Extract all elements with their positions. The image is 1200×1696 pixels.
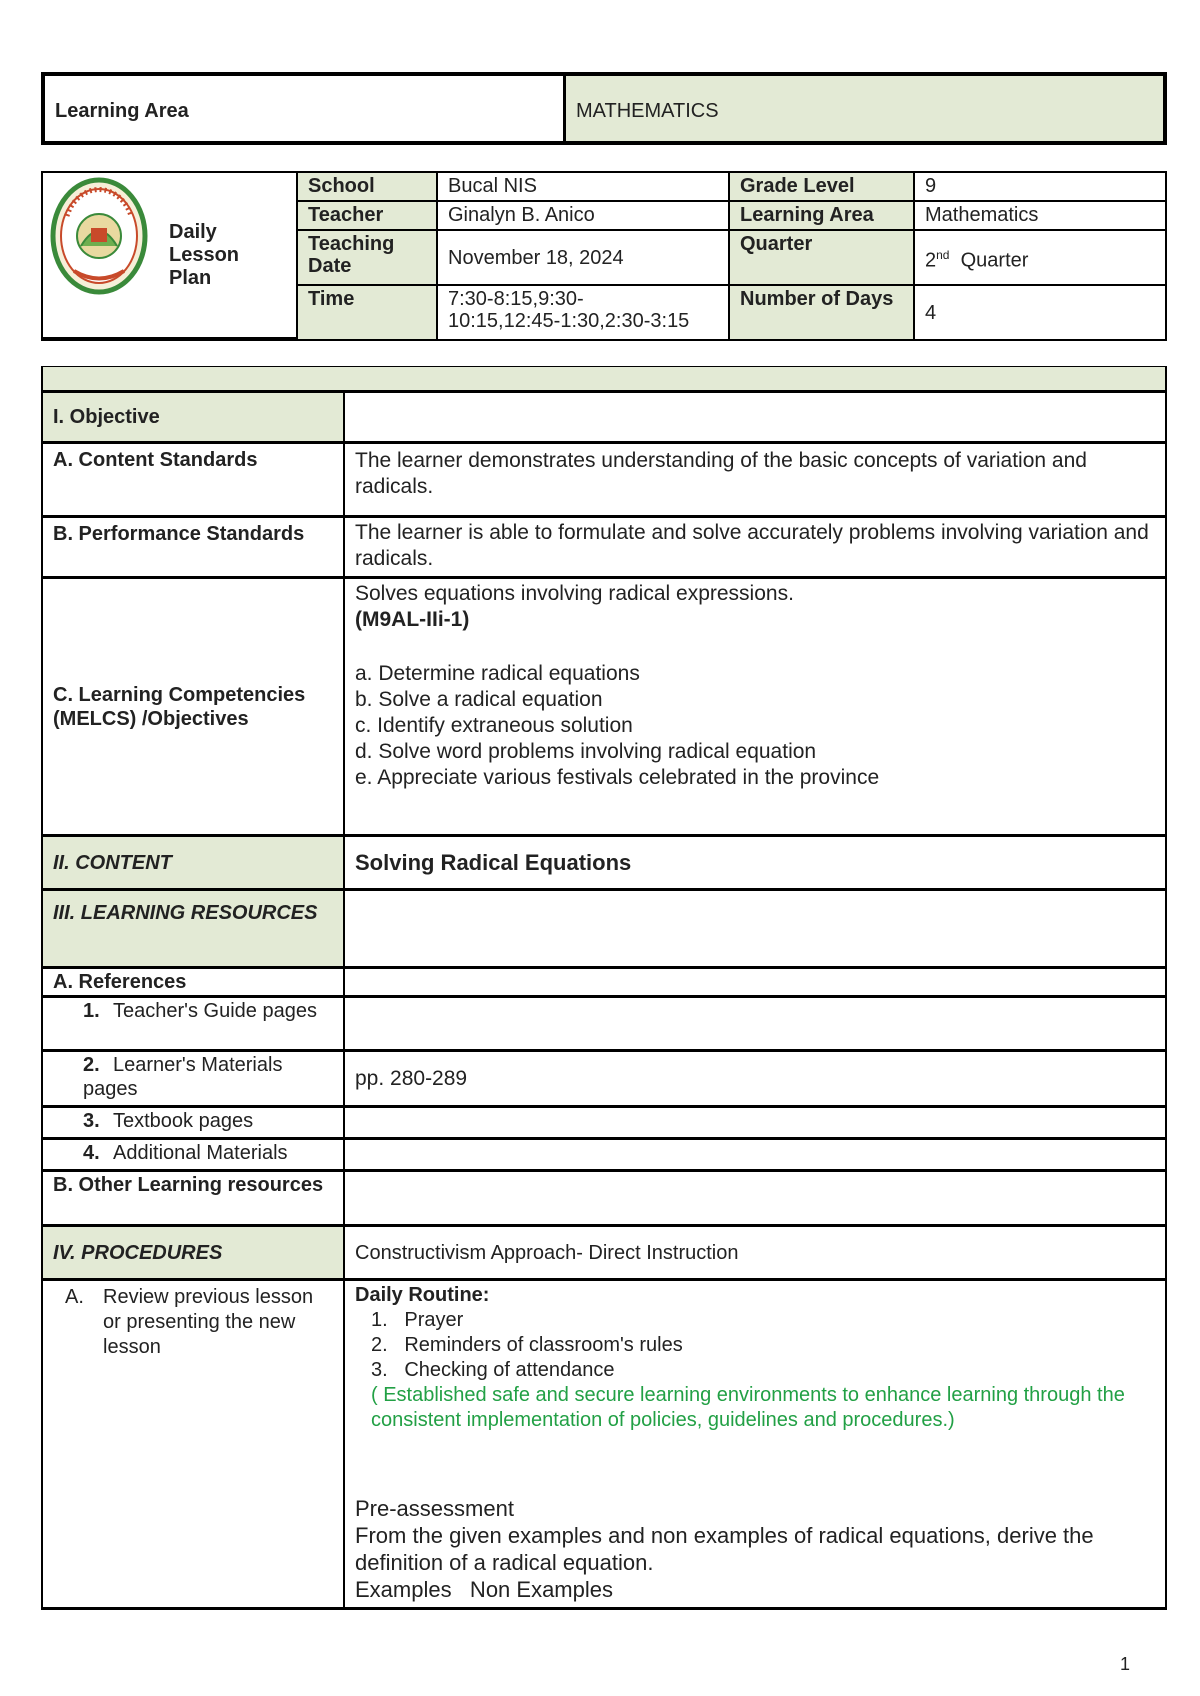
performance-standards-value: The learner is able to formulate and solve accurately problems involving variation and radicals.: [344, 517, 1166, 578]
competency-main: Solves equations involving radical expressions.: [355, 582, 794, 605]
lesson-table: [41, 366, 1167, 1610]
area-label: Learning Area: [729, 201, 914, 230]
ref3-label: Textbook pages: [113, 1110, 254, 1132]
doc-title-line2: Lesson: [169, 244, 240, 266]
review-label-cell: [42, 1280, 344, 1609]
learning-area-header: [41, 72, 1167, 145]
quarter-word: Quarter: [960, 249, 1029, 272]
days-label: Number of Days: [729, 285, 914, 340]
days-value: 4: [914, 285, 1166, 340]
page-number: 1: [1120, 1654, 1131, 1674]
review-label: Review previous lesson or presenting the new lesson: [103, 1286, 314, 1358]
competencies-value: [344, 578, 1166, 836]
competencies-label: C. Learning Competencies (MELCS) /Objectives: [42, 578, 344, 836]
ref-textbook-value: [344, 1107, 1166, 1139]
ref-teachers-guide: [42, 997, 344, 1051]
competency-item: b. Solve a radical equation: [355, 688, 603, 711]
ref1-num: 1.: [83, 1000, 100, 1022]
time-label: Time: [297, 285, 437, 340]
resources-label: III. LEARNING RESOURCES: [42, 890, 344, 968]
procedures-label: IV. PROCEDURES: [42, 1226, 344, 1280]
ref-learners-materials-value: pp. 280-289: [344, 1051, 1166, 1107]
references-label: A. References: [42, 968, 344, 997]
learning-area-value: MATHEMATICS: [566, 76, 1163, 141]
doc-title-line3: Plan: [169, 267, 212, 289]
competency-item: d. Solve word problems involving radical equation: [355, 740, 817, 763]
ref-additional-value: [344, 1139, 1166, 1171]
school-logo: [49, 176, 149, 296]
performance-standards-label: B. Performance Standards: [42, 517, 344, 578]
ref2-label: Learner's Materials pages: [83, 1054, 283, 1100]
quarter-sup: nd: [936, 247, 950, 262]
school-label: School: [297, 172, 437, 201]
ref-teachers-guide-value: [344, 997, 1166, 1051]
learning-area-label: Learning Area: [45, 76, 566, 141]
quarter-label: Quarter: [729, 230, 914, 285]
info-block: [41, 171, 298, 341]
time-line1: 7:30-8:15,9:30-: [448, 288, 584, 310]
grade-value: 9: [914, 172, 1166, 201]
ref4-num: 4.: [83, 1142, 100, 1164]
content-label: II. CONTENT: [42, 836, 344, 890]
ref-learners-materials: [42, 1051, 344, 1107]
procedures-value: Constructivism Approach- Direct Instruction: [344, 1226, 1166, 1280]
competency-item: e. Appreciate various festivals celebrated in the province: [355, 766, 880, 789]
area-value: Mathematics: [914, 201, 1166, 230]
ref2-num: 2.: [83, 1054, 100, 1076]
review-content: [344, 1280, 1166, 1609]
time-line2: 10:15,12:45-1:30,2:30-3:15: [448, 310, 690, 332]
info-table: [296, 171, 1167, 341]
ref3-num: 3.: [83, 1110, 100, 1132]
routine-item: 1. Prayer: [371, 1309, 464, 1331]
preassess-text: From the given examples and non examples of radical equations, derive the definition of a radical equation.: [355, 1523, 1094, 1575]
content-standards-value: The learner demonstrates understanding of the basic concepts of variation and radicals.: [344, 443, 1166, 517]
ref-textbook: [42, 1107, 344, 1139]
objective-value: [344, 392, 1166, 443]
teacher-value: Ginalyn B. Anico: [437, 201, 729, 230]
school-value: Bucal NIS: [437, 172, 729, 201]
other-resources-value: [344, 1171, 1166, 1226]
routine-item: 2. Reminders of classroom's rules: [371, 1334, 683, 1356]
teacher-label: Teacher: [297, 201, 437, 230]
competency-item: a. Determine radical equations: [355, 662, 640, 685]
other-resources-label: B. Other Learning resources: [42, 1171, 344, 1226]
competency-code: (M9AL-IIi-1): [355, 608, 470, 631]
examples-text: Examples Non Examples: [355, 1577, 613, 1602]
grade-label: Grade Level: [729, 172, 914, 201]
date-value: November 18, 2024: [437, 230, 729, 285]
references-value: [344, 968, 1166, 997]
ref-additional: [42, 1139, 344, 1171]
competency-item: c. Identify extraneous solution: [355, 714, 633, 737]
time-value: [437, 285, 729, 340]
routine-item: 3. Checking of attendance: [371, 1359, 615, 1381]
resources-value: [344, 890, 1166, 968]
date-label: Teaching Date: [297, 230, 437, 285]
doc-title: [169, 221, 239, 290]
ref4-label: Additional Materials: [113, 1142, 288, 1164]
doc-title-line1: Daily: [169, 221, 217, 243]
review-letter: A.: [65, 1286, 84, 1308]
table-top-band: [42, 367, 1166, 392]
content-value: Solving Radical Equations: [344, 836, 1166, 890]
routine-note: ( Established safe and secure learning environments to enhance learning through the consistent implementation of policies, guidelines and procedures.): [371, 1384, 1125, 1431]
ref1-label: Teacher's Guide pages: [113, 1000, 317, 1022]
quarter-num: 2: [925, 249, 937, 272]
preassess-title: Pre-assessment: [355, 1496, 514, 1521]
content-standards-label: A. Content Standards: [42, 443, 344, 517]
quarter-value: [914, 230, 1166, 285]
objective-label: I. Objective: [42, 392, 344, 443]
routine-title: Daily Routine:: [355, 1284, 490, 1306]
